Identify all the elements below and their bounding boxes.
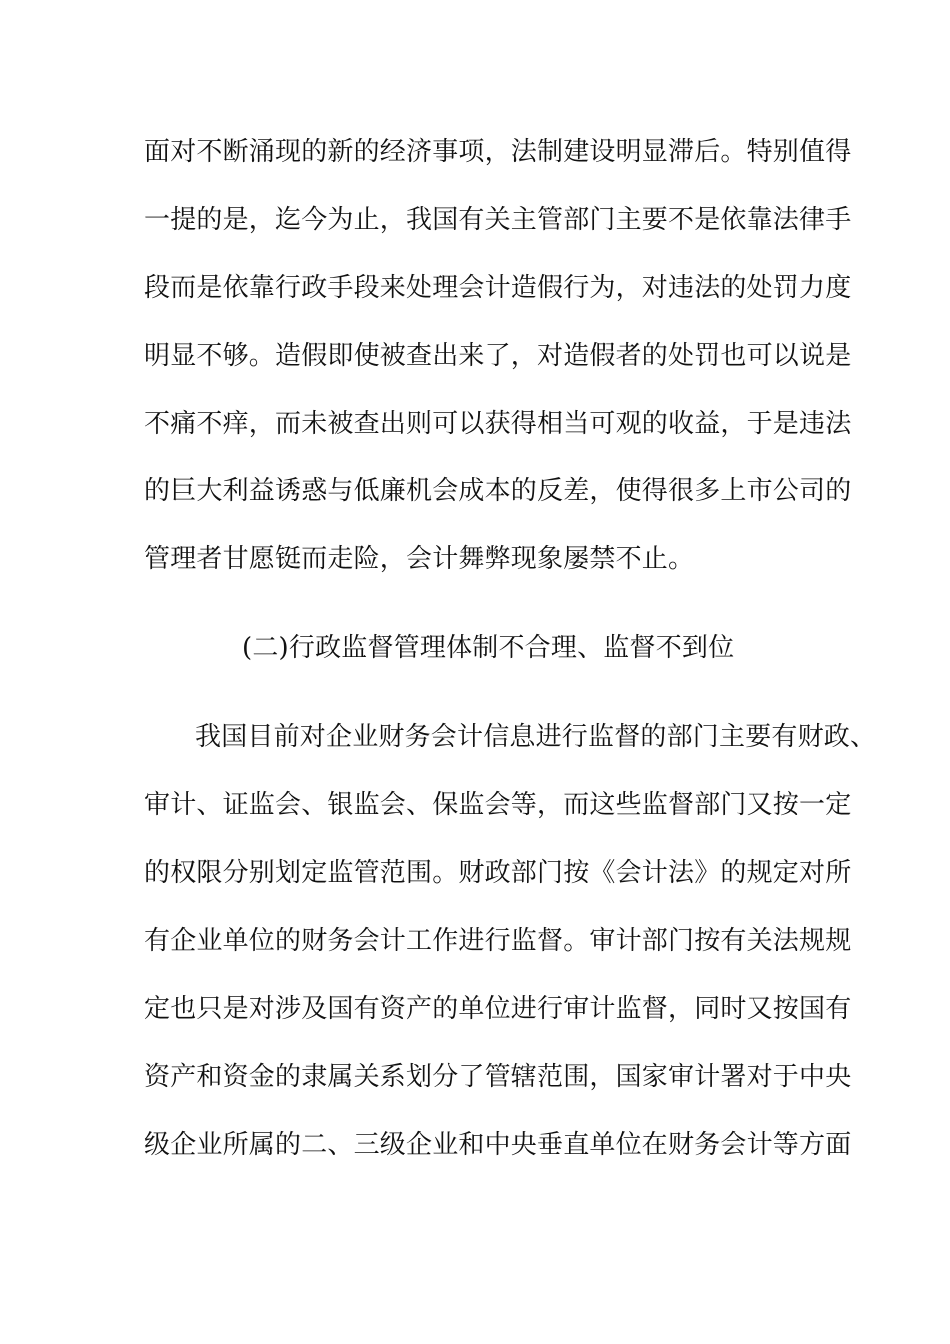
paragraph-1-line-4: 明显不够。造假即使被查出来了，对造假者的处罚也可以说是 [144, 341, 852, 371]
paragraph-1-line-6: 的巨大利益诱惑与低廉机会成本的反差，使得很多上市公司的 [144, 476, 852, 506]
paragraph-2-line-7: 级企业所属的二、三级企业和中央垂直单位在财务会计等方面 [144, 1130, 852, 1160]
paragraph-2-line-6: 资产和资金的隶属关系划分了管辖范围，国家审计署对于中央 [144, 1062, 852, 1092]
paragraph-2-line-1: 我国目前对企业财务会计信息进行监督的部门主要有财政、 [195, 722, 877, 752]
paragraph-1-line-2: 一提的是，迄今为止，我国有关主管部门主要不是依靠法律手 [144, 205, 852, 235]
paragraph-1-line-1: 面对不断涌现的新的经济事项，法制建设明显滞后。特别值得 [144, 137, 852, 167]
paragraph-2-line-3: 的权限分别划定监管范围。财政部门按《会计法》的规定对所 [144, 858, 852, 888]
paragraph-2-line-4: 有企业单位的财务会计工作进行监督。审计部门按有关法规规 [144, 926, 852, 956]
paragraph-2-line-5: 定也只是对涉及国有资产的单位进行审计监督，同时又按国有 [144, 994, 852, 1024]
section-heading: (二)行政监督管理体制不合理、监督不到位 [242, 633, 735, 663]
paragraph-1-line-7: 管理者甘愿铤而走险，会计舞弊现象屡禁不止。 [144, 544, 695, 574]
paragraph-1-line-5: 不痛不痒，而未被查出则可以获得相当可观的收益，于是违法 [144, 409, 852, 439]
paragraph-2-line-2: 审计、证监会、银监会、保监会等，而这些监督部门又按一定 [144, 790, 852, 820]
paragraph-1-line-3: 段而是依靠行政手段来处理会计造假行为，对违法的处罚力度 [144, 273, 852, 303]
